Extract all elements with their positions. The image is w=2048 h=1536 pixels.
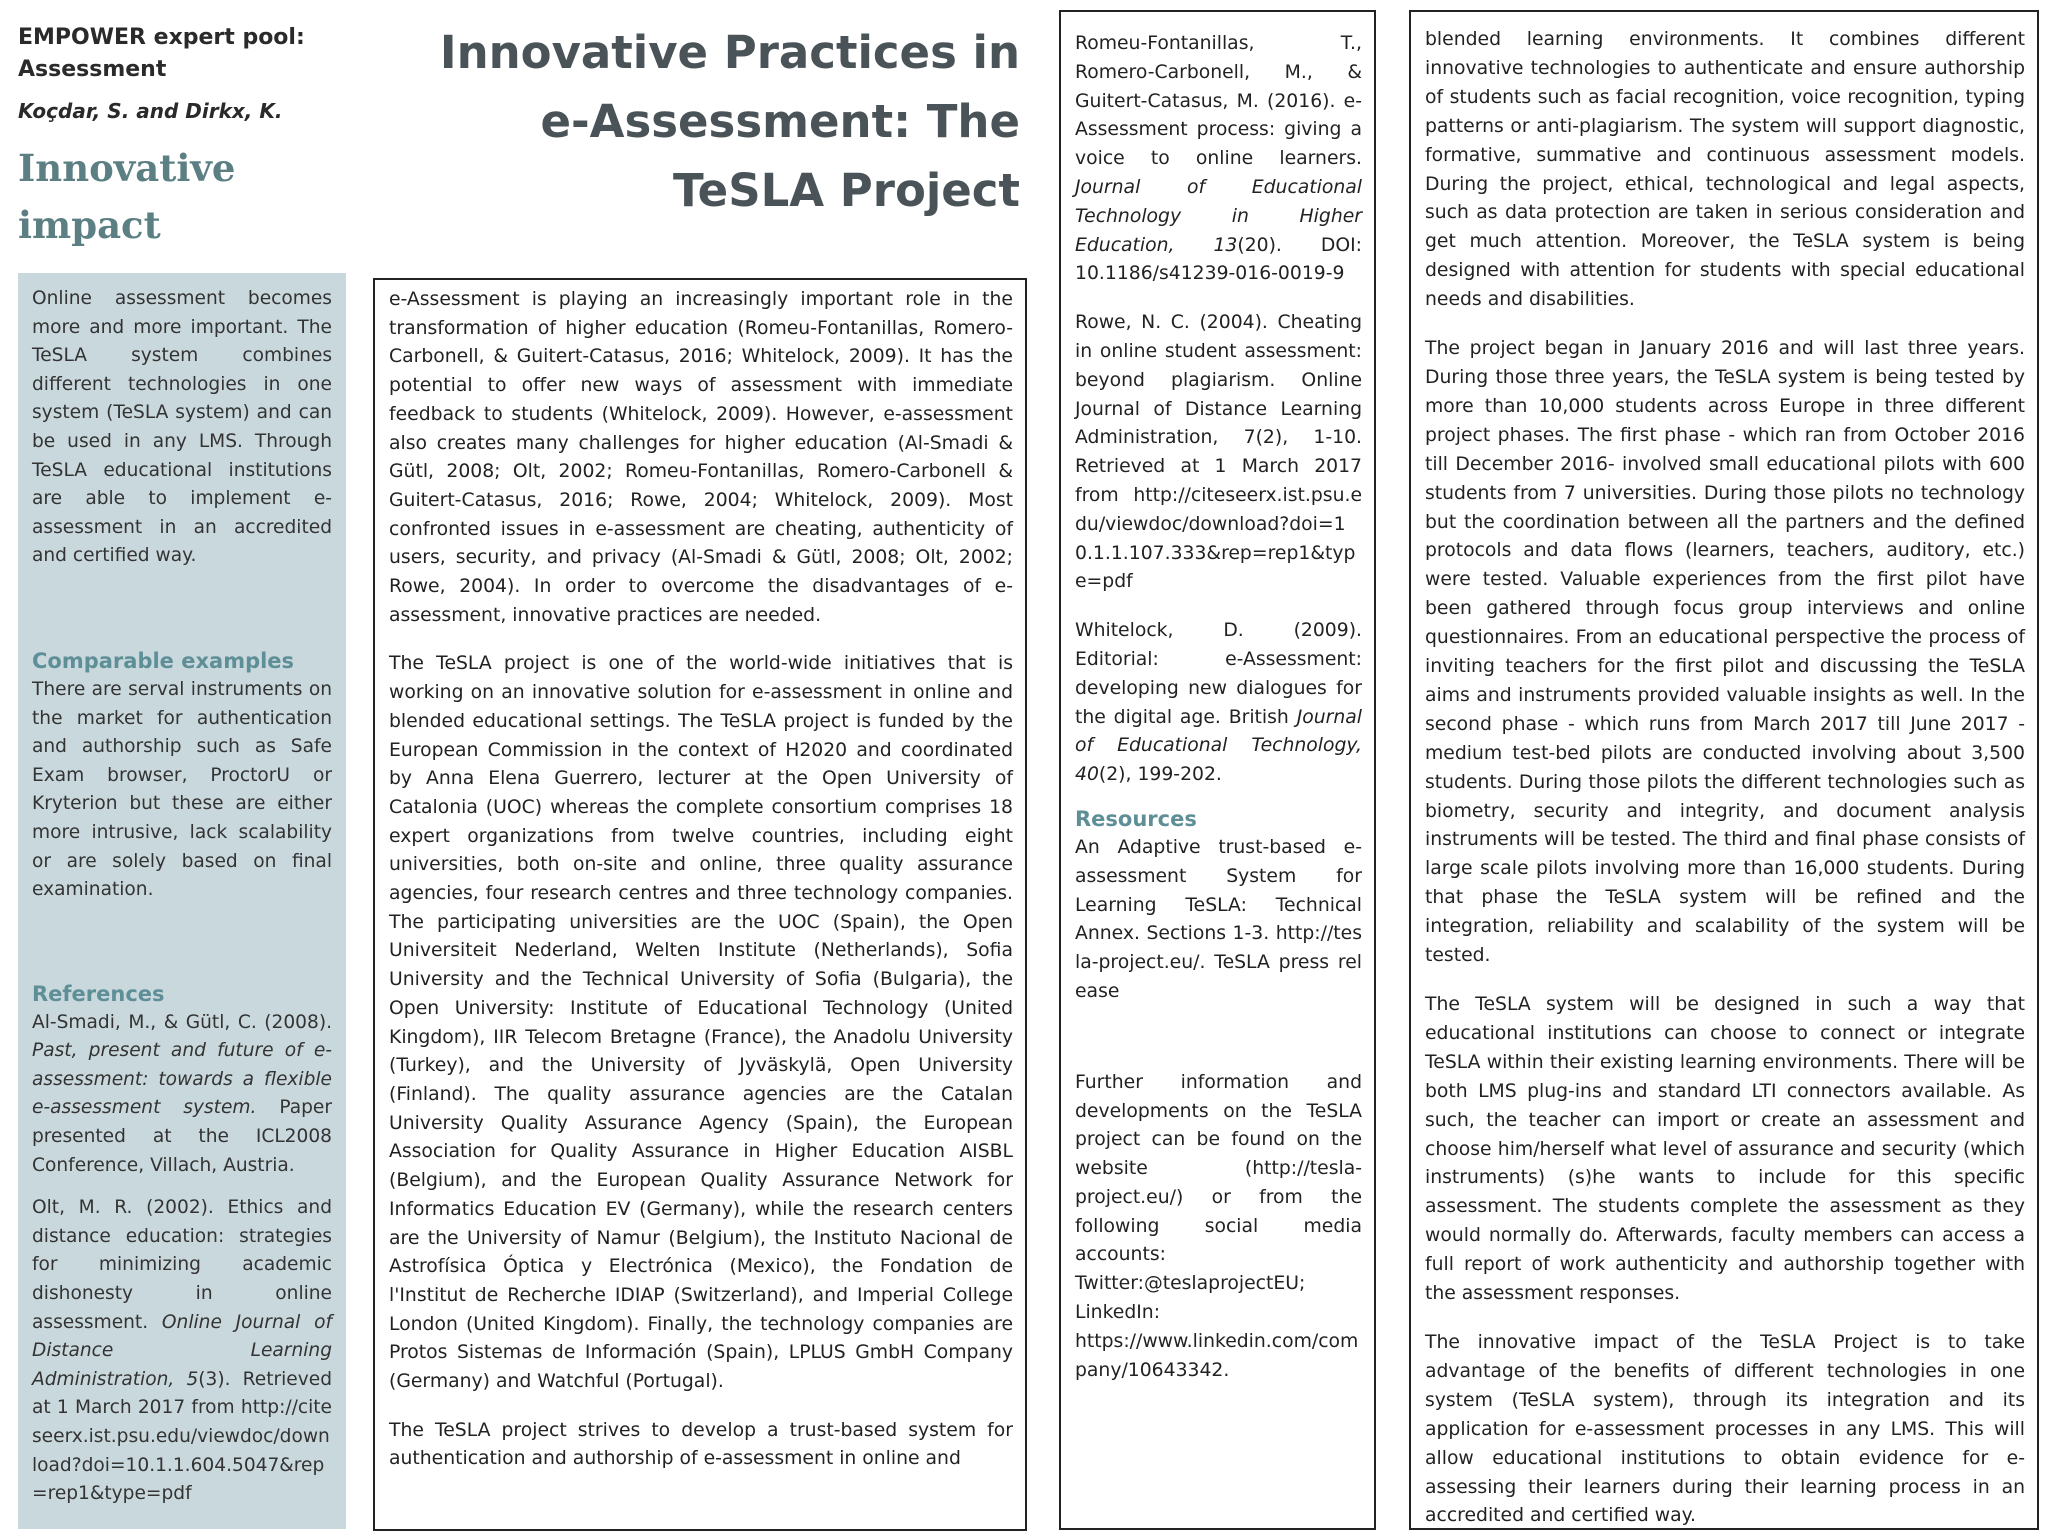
- reference-romeu: [1075, 30, 1362, 289]
- ref-authors: Romeu-Fontanillas, T., Romero-Carbonell, M., & Guitert-Catasus, M. (2016). e-Assessment process: giving a voice to online learners.: [1075, 33, 1362, 170]
- linkedin-label: LinkedIn:: [1075, 1302, 1161, 1324]
- authors: Koçdar, S. and Dirkx, K.: [18, 99, 283, 123]
- ref-rest: Paper presented at the ICL2008 Conference, Villach, Austria.: [32, 1097, 332, 1176]
- references-column: [1059, 10, 1376, 1530]
- ref-text: Rowe, N. C. (2004). Cheating in online student assessment: beyond plagiarism. Online Journal of Distance Learning Administration, 7(2), 1-10. Retrieved at 1 March 2017 from: [1075, 312, 1362, 506]
- twitter-handle[interactable]: Twitter:@teslaprojectEU;: [1075, 1273, 1306, 1295]
- reference-al-smadi: [32, 1009, 332, 1181]
- resources-link[interactable]: http://tesla-project.eu/. TeSLA press release: [1075, 923, 1362, 1002]
- ref-journal: Journal of Educational Technology in Higher Education, 13: [1075, 176, 1362, 256]
- reference-rowe: [1075, 309, 1362, 597]
- references-heading: References: [32, 981, 165, 1006]
- ref-rest: (20). DOI: 10.1186/s41239-016-0019-9: [1075, 234, 1363, 285]
- resources-heading: Resources: [1075, 806, 1197, 831]
- ref-rest: (2), 199-202.: [1098, 764, 1222, 786]
- expert-pool-label: EMPOWER expert pool: Assessment: [18, 25, 305, 82]
- page-title: [380, 18, 1020, 225]
- ref-authors: Whitelock, D. (2009). Editorial: e-Assessment: developing new dialogues for the digital age. British: [1075, 620, 1362, 728]
- body-paragraph: The TeSLA project is one of the world-wide initiatives that is working on an innovative solution for e-assessment in online and blended educational settings. The TeSLA project is funded by the European Commission in the context of H2020 and coordinated by Anna Elena Guerrero, lecturer at the Open University of Catalonia (UOC) whereas the complete consortium comprises 18 expert organizations from twelve countries, including eight universities, both on-site and online, three quality assurance agencies, four research centres and three technology companies. The participating universities are the UOC (Spain), the Open Universiteit Nederland, Welten Institute (Netherlands), Sofia University and the Technical University of Sofia (Bulgaria), the Open University: Institute of Educational Technology (United Kingdom), IIR Telecom Bretagne (France), the Anadolu University (Turkey), and the University of Jyväskylä, Open University (Finland). The quality assurance agencies are the Catalan University Quality Assurance Agency (Spain), the European Association for Quality Assurance in Higher Education AISBL (Belgium), and the European Quality Assurance Network for Informatics Education EV (Germany), while the research centers are the University of Namur (Belgium), the Instituto Nacional de Astrofísica Óptica y Electrónica (Mexico), the Fondation de l'Institut de Recherche IDIAP (Switzerland), and Imperial College London (United Kingdom). Finally, the technology companies are Protos Sistemas de Información (Spain), LPLUS GmbH Company (Germany) and Watchful (Portugal).: [389, 653, 1013, 1393]
- title-line: e-Assessment: The: [540, 95, 1020, 148]
- ref-authors: Olt, M. R. (2002). Ethics and distance education: strategies for minimizing academic dishonesty in online assessment.: [32, 1197, 332, 1333]
- main-column: [373, 278, 1027, 1531]
- title-line: TeSLA Project: [672, 164, 1020, 217]
- body-paragraph: The project began in January 2016 and will last three years. During those three years, the TeSLA system is being tested by more than 10,000 students across Europe in three different project phases. The first phase - which ran from October 2016 till December 2016- involved small educational pilots with 600 students from 7 universities. During those pilots no technology but the coordination between all the partners and the defined protocols and data flows (learners, teachers, auditory, etc.) were tested. Valuable experiences from the first pilot have been gathered through focus group interviews and online questionnaires. From an educational perspective the process of inviting teachers for the first pilot and discussing the TeSLA aims and instruments provided valuable insights as well. In the second phase - which runs from March 2017 till June 2017 - medium test-bed pilots are conducted involving about 3,500 students. During those pilots the different technologies such as biometry, security and integrity, and document analysis instruments will be tested. The third and final phase consists of large scale pilots involving more than 16,000 students. During that phase the TeSLA system will be refined and the integration, reliability and scalability of the system will be tested.: [1425, 338, 2025, 967]
- ref-authors: Al-Smadi, M., & Gütl, C. (2008).: [32, 1011, 332, 1033]
- body-paragraph: The TeSLA system will be designed in such a way that educational institutions can choose to connect or integrate TeSLA within their existing learning environments. There will be both LMS plug-ins and standard LTI connectors available. As such, the teacher can import or create an assessment and choose him/herself what level of assurance and security (which instruments) (s)he wants to include for this specific assessment. The students complete the assessment as they would normally do. Afterwards, faculty members can access a full report of work authenticity and authorship together with the assessment responses.: [1425, 994, 2025, 1305]
- ref-journal: Online Journal of Distance Learning Administration, 5: [32, 1311, 332, 1390]
- body-paragraph: The innovative impact of the TeSLA Project is to take advantage of the benefits of different technologies in one system (TeSLA system), through its integration and its application for e-assessment processes in any LMS. This will allow educational institutions to obtain evidence for e-assessing their learners during their learning process in an accredited and certified way.: [1425, 1331, 2025, 1527]
- ref-rest: (3). Retrieved at 1 March 2017 from: [32, 1368, 332, 1419]
- comparable-examples-text: There are serval instruments on the market for authentication and authorship such as Safe Exam browser, ProctorU or Kryterion but these are either more intrusive, lack scalability or are solely based on final examination.: [32, 678, 332, 901]
- body-paragraph: e-Assessment is playing an increasingly important role in the transformation of higher education (Romeu-Fontanillas, Romero-Carbonell, & Guitert-Catasus, 2016; Whitelock, 2009). It has the potential to offer new ways of assessment with immediate feedback to students (Whitelock, 2009). However, e-assessment also creates many challenges for higher education (Al-Smadi & Gütl, 2008; Olt, 2002; Romeu-Fontanillas, Romero-Carbonell & Guitert-Catasus, 2016; Rowe, 2004; Whitelock, 2009). Most confronted issues in e-assessment are cheating, authenticity of users, security, and privacy (Al-Smadi & Gütl, 2008; Olt, 2002; Rowe, 2004). In order to overcome the disadvantages of e-assessment, innovative practices are needed.: [389, 289, 1013, 626]
- body-paragraph: The TeSLA project strives to develop a trust-based system for authentication and authorship of e-assessment in online and: [389, 1419, 1013, 1470]
- title-line: Innovative Practices in: [439, 26, 1020, 79]
- reference-whitelock: [1075, 617, 1362, 790]
- ref-url-link[interactable]: http://citeseerx.ist.psu.edu/viewdoc/download?doi=10.1.1.604.5047&rep=rep1&type=pdf: [32, 1397, 332, 1505]
- comparable-examples-heading: Comparable examples: [32, 648, 295, 673]
- innovative-impact-heading: Innovative impact: [18, 146, 236, 247]
- further-info-text: Further information and developments on the TeSLA project can be found on the website (http://tesla-project.eu/) or from the following social media accounts:: [1075, 1071, 1362, 1266]
- ref-journal: Journal of Educational Technology, 40: [1075, 706, 1362, 786]
- sidebar-intro: Online assessment becomes more and more important. The TeSLA system combines different technologies in one system (TeSLA system) and can be used in any LMS. Through TeSLA educational institutions are able to implement e-assessment in an accredited and certified way.: [32, 288, 332, 567]
- body-paragraph: blended learning environments. It combines different innovative technologies to authenticate and ensure authorship of students such as facial recognition, voice recognition, typing patterns or anti-plagiarism. The system will support diagnostic, formative, summative and continuous assessment models. During the project, ethical, technological and legal aspects, such as data protection are taken in serious consideration and get much attention. Moreover, the TeSLA system is being designed with attention for students with special educational needs and disabilities.: [1425, 29, 2025, 311]
- description-column: [1409, 10, 2039, 1530]
- resources-text: [1075, 834, 1362, 1007]
- resources-description: An Adaptive trust-based e-assessment System for Learning TeSLA: Technical Annex. Sections 1-3.: [1075, 836, 1362, 945]
- ref-url-link[interactable]: http://citeseerx.ist.psu.edu/viewdoc/download?doi=10.1.1.107.333&rep=rep1&type=pdf: [1075, 484, 1362, 593]
- linkedin-link[interactable]: https://www.linkedin.com/company/10643342.: [1075, 1330, 1359, 1381]
- reference-olt: [32, 1194, 332, 1509]
- left-header: [18, 22, 348, 254]
- sidebar-panel: [18, 273, 346, 1529]
- ref-title: Past, present and future of e-assessment: towards a flexible e-assessment system.: [32, 1040, 332, 1119]
